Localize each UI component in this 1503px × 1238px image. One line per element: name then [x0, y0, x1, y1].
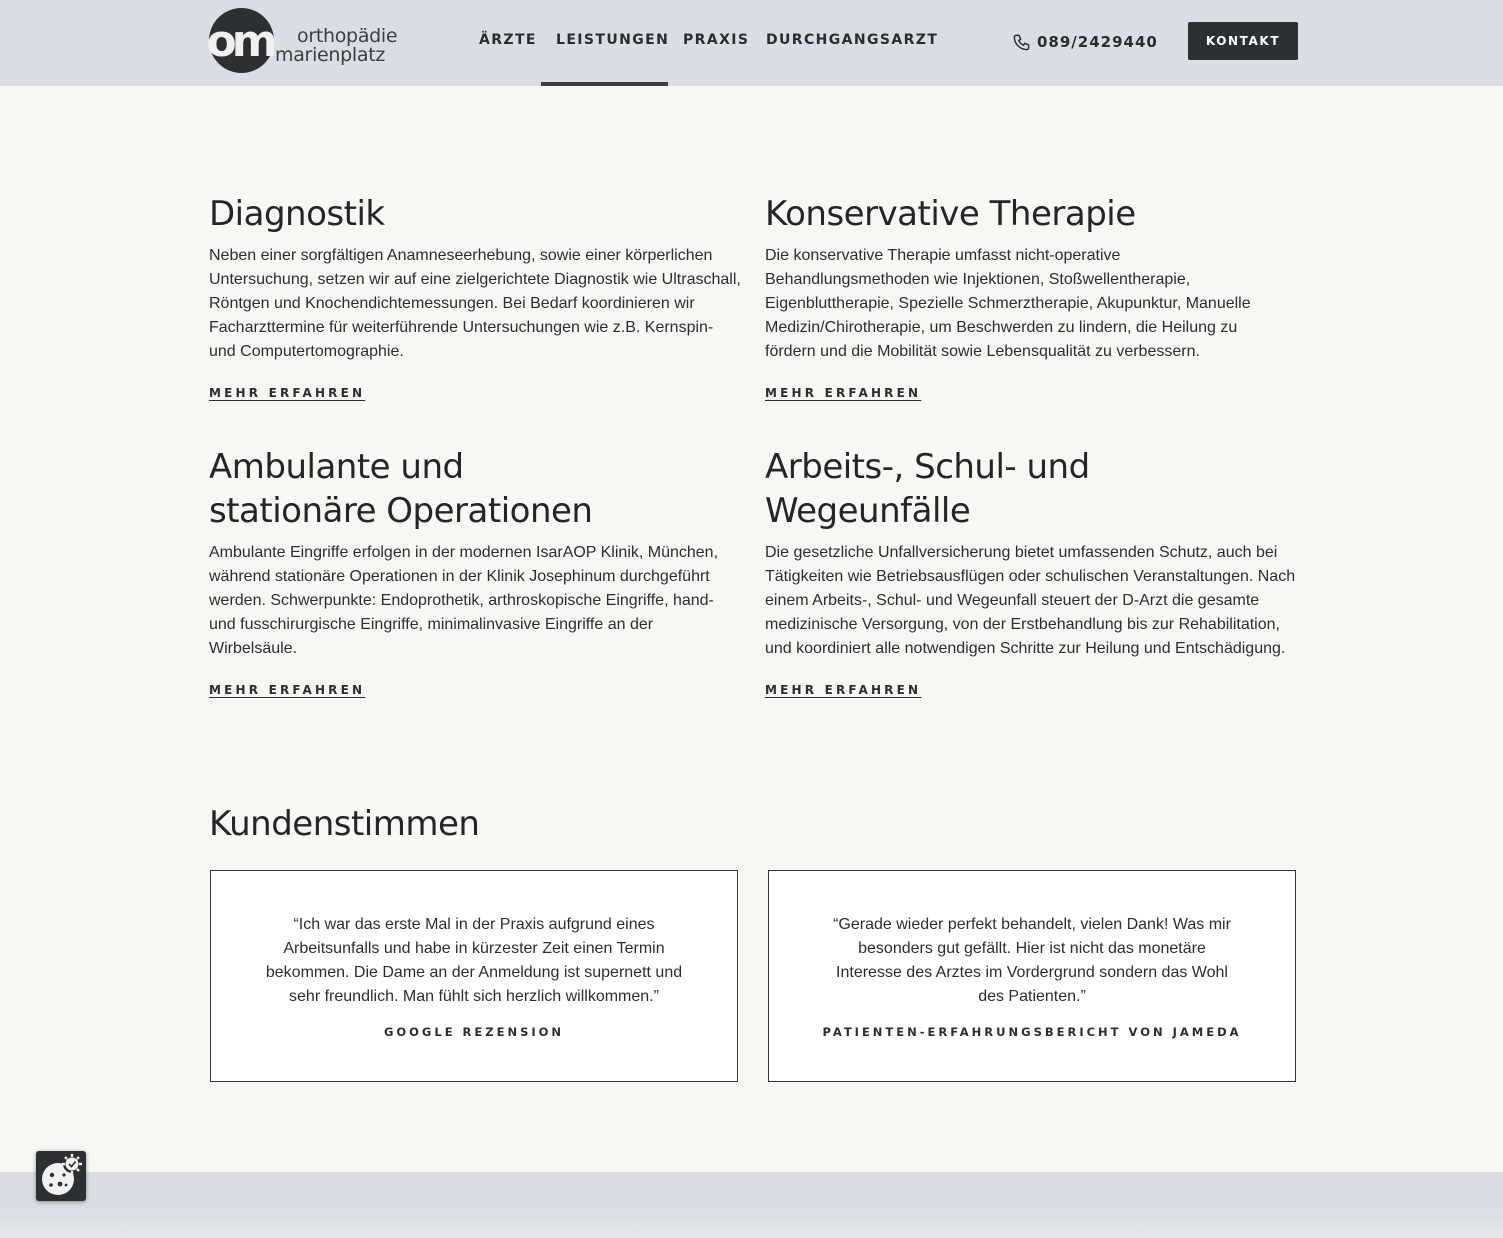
testimonial-quote: “Gerade wieder perfekt behandelt, vielen Dank! Was mir besonders gut gefällt. Hier ist nicht das monetäre Interesse des Arztes im Vordergrund sondern das Wohl des Patienten.” [833, 916, 1231, 1005]
service-text: Die konservative Therapie umfasst nicht-operative Behandlungsmethoden wie Injektionen, Stoßwellentherapie, Eigenbluttherapie, Spezielle Schmerztherapie, Akupunktur, Manuelle Medizin/Chirotherapie, um Beschwerden zu lindern, die Heilung zu fördern und die Mobilität sowie Lebensqualität zu verbessern. [765, 247, 1251, 360]
more-link[interactable]: MEHR ERFAHREN [209, 386, 366, 400]
testimonial-source: PATIENTEN-ERFAHRUNGSBERICHT VON JAMEDA [822, 1025, 1242, 1039]
nav-item-leistungen[interactable]: LEISTUNGEN [556, 32, 670, 48]
testimonials-title: Kundenstimmen [209, 804, 480, 844]
service-text: Neben einer sorgfältigen Anamneseerhebung, sowie einer körperlichen Untersuchung, setzen wir auf eine zielgerichtete Diagnostik wie Ultraschall, Röntgen und Knochendichtemessungen. Bei Bedarf koordinieren wir Facharzttermine für weiterführende Untersuchungen wie z.B. Kernspin- und Computertomographie. [209, 247, 741, 360]
service-konservative-therapie [765, 192, 1305, 402]
testimonial-source: GOOGLE REZENSION [383, 1025, 565, 1039]
service-text: Die gesetzliche Unfallversicherung bietet umfassenden Schutz, auch bei Tätigkeiten wie Betriebsausflügen oder schulischen Veranstaltungen. Nach einem Arbeits-, Schul- und Wegeunfall steuert der D-Arzt die gesamte medizinische Versorgung, von der Erstbehandlung bis zur Rehabilitation, und koordiniert alle notwendigen Schritte zur Heilung und Entschädigung. [765, 544, 1296, 657]
cookie-settings-button[interactable] [36, 1151, 86, 1201]
phone-icon [1012, 33, 1031, 52]
nav-active-indicator [541, 82, 668, 86]
service-unfaelle [765, 445, 1305, 699]
testimonial-card [210, 870, 738, 1082]
nav-item-durchgangsarzt[interactable]: DURCHGANGSARZT [766, 32, 939, 48]
footer [0, 1172, 1503, 1238]
nav-item-praxis[interactable]: PRAXIS [683, 32, 750, 48]
service-title: Arbeits-, Schul- und Wegeunfälle [765, 447, 1090, 531]
phone-link[interactable] [1012, 31, 1158, 53]
logo-mark: om [209, 8, 274, 73]
service-title: Ambulante und stationäre Operationen [209, 447, 593, 531]
cookie-settings-icon [36, 1151, 86, 1201]
logo-line-1: orthopädie [297, 25, 398, 47]
service-diagnostik [209, 192, 749, 402]
more-link[interactable]: MEHR ERFAHREN [765, 683, 922, 697]
logo[interactable] [206, 8, 398, 76]
service-title: Konservative Therapie [765, 194, 1136, 234]
site-header [0, 0, 1503, 86]
service-operationen [209, 445, 749, 699]
testimonial-quote: “Ich war das erste Mal in der Praxis aufgrund eines Arbeitsunfalls und habe in kürzester Zeit einen Termin bekommen. Die Dame an der Anmeldung ist supernett und sehr freundlich. Man fühlt sich herzlich willkommen.” [265, 916, 683, 1005]
phone-number: 089/2429440 [1037, 33, 1158, 51]
more-link[interactable]: MEHR ERFAHREN [765, 386, 922, 400]
testimonial-card [768, 870, 1296, 1082]
more-link[interactable]: MEHR ERFAHREN [209, 683, 366, 697]
nav-item-aerzte[interactable]: ÄRZTE [479, 32, 537, 48]
contact-button[interactable]: KONTAKT [1188, 22, 1298, 60]
logo-line-2: marienplatz [275, 44, 386, 66]
service-text: Ambulante Eingriffe erfolgen in der modernen IsarAOP Klinik, München, während stationäre Operationen in der Klinik Josephinum durchgeführt werden. Schwerpunkte: Endoprothetik, arthroskopische Eingriffe, hand- und fusschirurgische Eingriffe, minimalinvasive Eingriffe an der Wirbelsäule. [209, 544, 719, 657]
logo-wordmark [275, 27, 397, 65]
service-title: Diagnostik [209, 194, 385, 234]
